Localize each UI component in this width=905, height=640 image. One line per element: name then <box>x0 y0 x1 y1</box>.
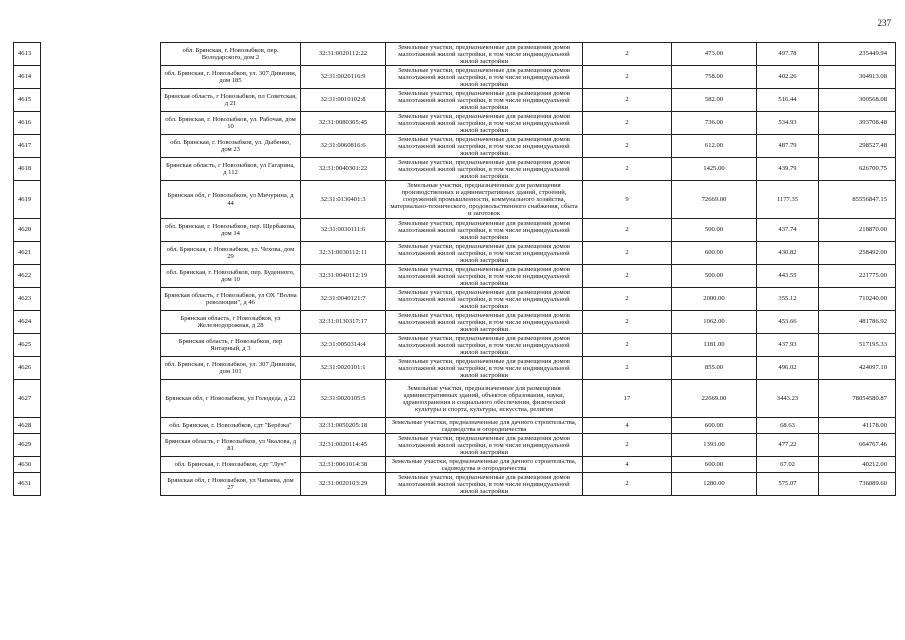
cell-specific-value: 575.07 <box>757 473 819 496</box>
cell-cadastral-value: 393708.48 <box>819 112 896 135</box>
cell-address: обл. Брянская, г. Новозыбков, ул. Дыбенко, дом 23 <box>161 135 301 158</box>
cell-spacer <box>41 43 161 66</box>
table-row <box>14 473 896 496</box>
cell-cadastral-number: 32:31:0050205:18 <box>301 418 386 434</box>
cell-area: 22669.00 <box>672 380 757 418</box>
cell-specific-value: 453.66 <box>757 311 819 334</box>
cell-permitted-use: Земельные участки, предназначенные для размещения домов малоэтажной жилой застройки, в том числе индивидуальной жилой застройки <box>386 288 583 311</box>
cell-spacer <box>41 219 161 242</box>
cell-permitted-use: Земельные участки, предназначенные для размещения домов малоэтажной жилой застройки, в том числе индивидуальной жилой застройки <box>386 112 583 135</box>
cell-specific-value: 430.82 <box>757 242 819 265</box>
table-row <box>14 418 896 434</box>
cell-area: 1062.00 <box>672 311 757 334</box>
cell-cadastral-number: 32:31:0050314:4 <box>301 334 386 357</box>
cell-address: обл. Брянская, г. Новозыбков, сдт "Берёзка" <box>161 418 301 434</box>
cell-number: 4619 <box>14 181 41 219</box>
cell-cadastral-value: 424097.10 <box>819 357 896 380</box>
cell-permitted-use: Земельные участки, предназначенные для размещения домов малоэтажной жилой застройки, в том числе индивидуальной жилой застройки <box>386 357 583 380</box>
cell-group: 2 <box>583 434 672 457</box>
cell-cadastral-number: 32:31:0020116:9 <box>301 66 386 89</box>
cell-number: 4617 <box>14 135 41 158</box>
cell-permitted-use: Земельные участки, предназначенные для размещения домов малоэтажной жилой застройки, в том числе индивидуальной жилой застройки <box>386 89 583 112</box>
cell-specific-value: 443.55 <box>757 265 819 288</box>
cell-group: 4 <box>583 418 672 434</box>
cell-cadastral-value: 298527.48 <box>819 135 896 158</box>
cell-specific-value: 402.26 <box>757 66 819 89</box>
cell-address: обл. Брянская, г. Новозыбков, ул. Рабочая, дом 10 <box>161 112 301 135</box>
cell-number: 4620 <box>14 219 41 242</box>
cell-area: 600.00 <box>672 418 757 434</box>
cell-specific-value: 1177.35 <box>757 181 819 219</box>
cell-cadastral-value: 664767.46 <box>819 434 896 457</box>
cell-address: Брянская область, г Новозыбков, ул Чкалова, д 81 <box>161 434 301 457</box>
cell-permitted-use: Земельные участки, предназначенные для размещения административных зданий, объектов образования, науки, здравоохранения и социального обеспечения, физической культуры и спорта, культуры, искусства, религии <box>386 380 583 418</box>
cell-specific-value: 516.44 <box>757 89 819 112</box>
cell-specific-value: 68.63 <box>757 418 819 434</box>
cell-spacer <box>41 311 161 334</box>
cell-spacer <box>41 473 161 496</box>
cell-number: 4624 <box>14 311 41 334</box>
cell-group: 2 <box>583 219 672 242</box>
table-row <box>14 181 896 219</box>
cell-area: 500.00 <box>672 265 757 288</box>
cell-group: 2 <box>583 473 672 496</box>
cell-permitted-use: Земельные участки, предназначенные для размещения домов малоэтажной жилой застройки, в том числе индивидуальной жилой застройки <box>386 66 583 89</box>
cell-area: 1280.00 <box>672 473 757 496</box>
cell-cadastral-number: 32:31:0130317:17 <box>301 311 386 334</box>
table-row <box>14 135 896 158</box>
cell-cadastral-value: 41178.00 <box>819 418 896 434</box>
cell-spacer <box>41 380 161 418</box>
cell-cadastral-number: 32:31:0030111:6 <box>301 219 386 242</box>
cell-spacer <box>41 158 161 181</box>
table-row <box>14 357 896 380</box>
cell-spacer <box>41 181 161 219</box>
cell-group: 2 <box>583 242 672 265</box>
cell-area: 600.00 <box>672 242 757 265</box>
cell-spacer <box>41 89 161 112</box>
cell-address: Брянская область, г Новозыбков, ул Гагарина, д 112 <box>161 158 301 181</box>
cell-permitted-use: Земельные участки, предназначенные для размещения домов малоэтажной жилой застройки, в том числе индивидуальной жилой застройки <box>386 265 583 288</box>
cell-number: 4616 <box>14 112 41 135</box>
cell-group: 2 <box>583 135 672 158</box>
cell-group: 17 <box>583 380 672 418</box>
cell-area: 736.00 <box>672 112 757 135</box>
cell-number: 4630 <box>14 457 41 473</box>
table-row <box>14 219 896 242</box>
cell-number: 4613 <box>14 43 41 66</box>
cell-area: 758.00 <box>672 66 757 89</box>
cell-specific-value: 497.78 <box>757 43 819 66</box>
cell-cadastral-number: 32:31:0130401:3 <box>301 181 386 219</box>
cell-cadastral-number: 32:31:0020103:29 <box>301 473 386 496</box>
cell-number: 4631 <box>14 473 41 496</box>
cell-permitted-use: Земельные участки, предназначенные для дачного строительства, садоводства и огородничества <box>386 418 583 434</box>
cell-address: обл. Брянская, г. Новозыбков, ул. 307 Дивизии, дом 185 <box>161 66 301 89</box>
cell-area: 2000.00 <box>672 288 757 311</box>
cell-cadastral-number: 32:31:0060816:6 <box>301 135 386 158</box>
table-row <box>14 66 896 89</box>
cell-spacer <box>41 265 161 288</box>
table-row <box>14 434 896 457</box>
cell-group: 2 <box>583 334 672 357</box>
cell-cadastral-value: 78054580.87 <box>819 380 896 418</box>
cell-permitted-use: Земельные участки, предназначенные для размещения домов малоэтажной жилой застройки, в том числе индивидуальной жилой застройки <box>386 434 583 457</box>
cell-address: обл. Брянская, г. Новозыбков, пер. Щербакова, дом 14 <box>161 219 301 242</box>
cell-area: 612.00 <box>672 135 757 158</box>
cell-specific-value: 3443.23 <box>757 380 819 418</box>
cell-address: Брянская обл, г Новозыбков, ул Голодеда, д 22 <box>161 380 301 418</box>
cell-specific-value: 355.12 <box>757 288 819 311</box>
cell-group: 2 <box>583 89 672 112</box>
cell-number: 4627 <box>14 380 41 418</box>
cell-permitted-use: Земельные участки, предназначенные для размещения домов малоэтажной жилой застройки, в том числе индивидуальной жилой застройки <box>386 219 583 242</box>
cell-cadastral-value: 517195.33 <box>819 334 896 357</box>
cell-area: 72669.00 <box>672 181 757 219</box>
cell-specific-value: 496.02 <box>757 357 819 380</box>
table-row <box>14 112 896 135</box>
cell-cadastral-value: 736089.60 <box>819 473 896 496</box>
cell-number: 4628 <box>14 418 41 434</box>
cell-address: Брянская область, г Новозыбков, ул ОХ "Волна революции", д 46 <box>161 288 301 311</box>
table-row <box>14 158 896 181</box>
cell-area: 600.00 <box>672 457 757 473</box>
cell-permitted-use: Земельные участки, предназначенные для дачного строительства, садоводства и огородничества <box>386 457 583 473</box>
cell-permitted-use: Земельные участки, предназначенные для размещения домов малоэтажной жилой застройки, в том числе индивидуальной жилой застройки <box>386 242 583 265</box>
cell-group: 2 <box>583 112 672 135</box>
cell-address: обл. Брянская, г. Новозыбков, сдт "Луч" <box>161 457 301 473</box>
cell-number: 4614 <box>14 66 41 89</box>
cell-cadastral-value: 40212.00 <box>819 457 896 473</box>
cell-cadastral-number: 32:31:0080305:45 <box>301 112 386 135</box>
registry-body <box>14 43 896 496</box>
cell-address: обл. Брянская, г. Новозыбков, пер. Володарского, дом 2 <box>161 43 301 66</box>
cell-specific-value: 439.79 <box>757 158 819 181</box>
cell-group: 2 <box>583 158 672 181</box>
cell-cadastral-value: 626700.75 <box>819 158 896 181</box>
cell-area: 1181.00 <box>672 334 757 357</box>
cell-spacer <box>41 135 161 158</box>
cell-number: 4621 <box>14 242 41 265</box>
cell-cadastral-value: 85556847.15 <box>819 181 896 219</box>
cell-cadastral-value: 221775.00 <box>819 265 896 288</box>
cell-group: 9 <box>583 181 672 219</box>
cell-address: обл. Брянская, г. Новозыбков, ул. 307 Дивизии, дом 101 <box>161 357 301 380</box>
cell-number: 4622 <box>14 265 41 288</box>
cell-group: 2 <box>583 265 672 288</box>
cell-spacer <box>41 334 161 357</box>
cell-number: 4626 <box>14 357 41 380</box>
cell-area: 855.00 <box>672 357 757 380</box>
cell-spacer <box>41 112 161 135</box>
cell-group: 2 <box>583 66 672 89</box>
cell-cadastral-value: 300568.08 <box>819 89 896 112</box>
cell-spacer <box>41 242 161 265</box>
cell-permitted-use: Земельные участки, предназначенные для размещения домов малоэтажной жилой застройки, в том числе индивидуальной жилой застройки <box>386 334 583 357</box>
cell-number: 4618 <box>14 158 41 181</box>
cell-cadastral-value: 258492.00 <box>819 242 896 265</box>
table-row <box>14 457 896 473</box>
cell-cadastral-number: 32:31:0040112:19 <box>301 265 386 288</box>
cell-group: 4 <box>583 457 672 473</box>
cell-cadastral-number: 32:31:0040301:22 <box>301 158 386 181</box>
cell-group: 2 <box>583 288 672 311</box>
cell-group: 2 <box>583 43 672 66</box>
cell-group: 2 <box>583 357 672 380</box>
cell-cadastral-value: 710240.00 <box>819 288 896 311</box>
cell-area: 500.00 <box>672 219 757 242</box>
cell-address: Брянская обл, г Новозыбков, ул Мичурина, д 44 <box>161 181 301 219</box>
cell-cadastral-number: 32:31:0020112:22 <box>301 43 386 66</box>
cell-cadastral-value: 218870.00 <box>819 219 896 242</box>
cell-area: 473.00 <box>672 43 757 66</box>
cell-permitted-use: Земельные участки, предназначенные для размещения домов малоэтажной жилой застройки, в том числе индивидуальной жилой застройки <box>386 311 583 334</box>
cell-address: Брянская область, г Новозыбков, пер Янтарный, д 3 <box>161 334 301 357</box>
cell-permitted-use: Земельные участки, предназначенные для размещения домов малоэтажной жилой застройки, в том числе индивидуальной жилой застройки <box>386 473 583 496</box>
cell-address: Брянская область, г Новозыбков, пл Советская, д 21 <box>161 89 301 112</box>
cell-specific-value: 534.93 <box>757 112 819 135</box>
cell-spacer <box>41 357 161 380</box>
cell-cadastral-number: 32:31:0020105:5 <box>301 380 386 418</box>
table-row <box>14 43 896 66</box>
cell-permitted-use: Земельные участки, предназначенные для размещения производственных и административных зданий, строений, сооружений промышленности, коммунального хозяйства, материально-технического, продовольственного снабжения, сбыта и заготовок <box>386 181 583 219</box>
cell-area: 582.00 <box>672 89 757 112</box>
cell-cadastral-value: 481786.92 <box>819 311 896 334</box>
cell-spacer <box>41 288 161 311</box>
cell-cadastral-number: 32:31:0040121:7 <box>301 288 386 311</box>
table-row <box>14 311 896 334</box>
cell-area: 1425.00 <box>672 158 757 181</box>
table-row <box>14 242 896 265</box>
cell-permitted-use: Земельные участки, предназначенные для размещения домов малоэтажной жилой застройки, в том числе индивидуальной жилой застройки <box>386 158 583 181</box>
cell-address: Брянская область, г Новозыбков, ул Железнодорожная, д 28 <box>161 311 301 334</box>
cell-spacer <box>41 418 161 434</box>
cell-specific-value: 477.22 <box>757 434 819 457</box>
table-row <box>14 265 896 288</box>
cell-cadastral-value: 304913.08 <box>819 66 896 89</box>
cell-number: 4615 <box>14 89 41 112</box>
cell-spacer <box>41 434 161 457</box>
cell-number: 4625 <box>14 334 41 357</box>
cell-cadastral-number: 32:31:0010102:8 <box>301 89 386 112</box>
cell-spacer <box>41 457 161 473</box>
cell-specific-value: 437.93 <box>757 334 819 357</box>
cell-cadastral-value: 235449.94 <box>819 43 896 66</box>
cell-group: 2 <box>583 311 672 334</box>
page-number: 237 <box>877 18 891 28</box>
cell-number: 4623 <box>14 288 41 311</box>
cell-cadastral-number: 32:31:0061014:38 <box>301 457 386 473</box>
cell-spacer <box>41 66 161 89</box>
cell-cadastral-number: 32:31:0020101:1 <box>301 357 386 380</box>
table-row <box>14 380 896 418</box>
cell-specific-value: 487.79 <box>757 135 819 158</box>
cell-area: 1393.00 <box>672 434 757 457</box>
table-row <box>14 288 896 311</box>
cell-permitted-use: Земельные участки, предназначенные для размещения домов малоэтажной жилой застройки, в том числе индивидуальной жилой застройки <box>386 43 583 66</box>
cell-specific-value: 437.74 <box>757 219 819 242</box>
cell-specific-value: 67.02 <box>757 457 819 473</box>
table-row <box>14 89 896 112</box>
cell-cadastral-number: 32:31:0020114:45 <box>301 434 386 457</box>
cell-address: обл. Брянская, г. Новозыбков, пер. Буденного, дом 10 <box>161 265 301 288</box>
table-row <box>14 334 896 357</box>
cell-address: обл. Брянская, г. Новозыбков, ул. Чехова, дом 29 <box>161 242 301 265</box>
cell-number: 4629 <box>14 434 41 457</box>
cell-cadastral-number: 32:31:0030112:11 <box>301 242 386 265</box>
cell-address: Брянская обл, г Новозыбков, ул Чапаева, дом 27 <box>161 473 301 496</box>
registry-table <box>13 42 896 496</box>
cell-permitted-use: Земельные участки, предназначенные для размещения домов малоэтажной жилой застройки, в том числе индивидуальной жилой застройки <box>386 135 583 158</box>
